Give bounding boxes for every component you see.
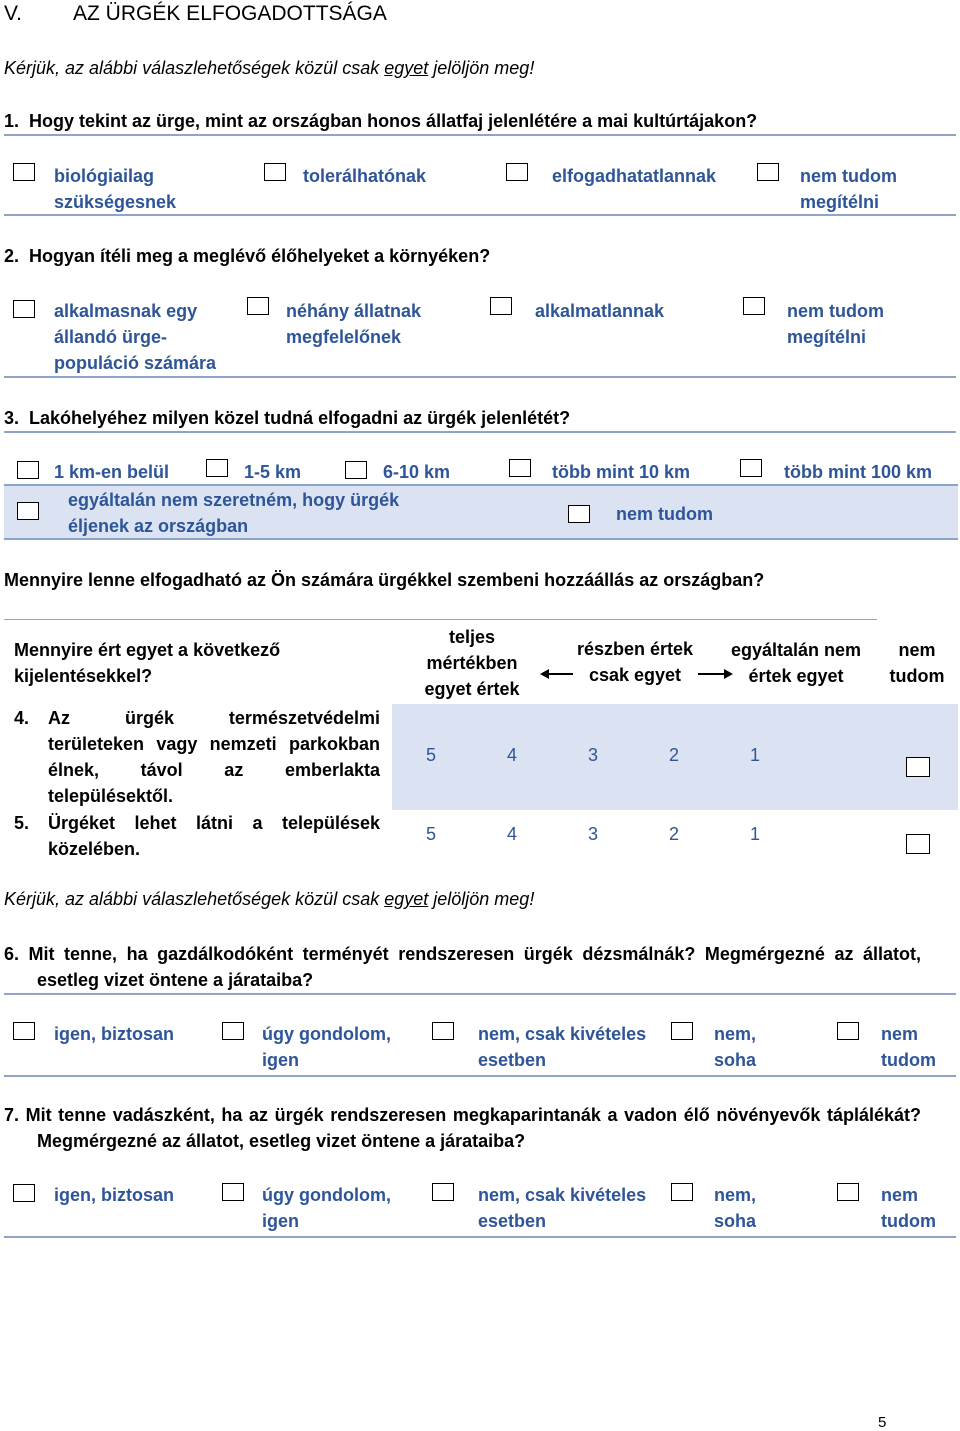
q6-option-4-label: nem, soha — [714, 1024, 757, 1070]
row-4-scale-1[interactable]: 1 — [750, 745, 761, 765]
checkbox-row-5-dontknow[interactable] — [906, 834, 930, 854]
row-5-scale-2[interactable]: 2 — [669, 824, 680, 844]
checkbox-q3-option-dontknow[interactable] — [568, 505, 590, 523]
section-number: V. — [4, 2, 22, 25]
q3-option-1-label: 1 km-en belül — [54, 462, 170, 482]
attitude-question: Mennyire lenne elfogadható az Ön számára ürgékkel szembeni hozzáállás az országban? — [4, 570, 765, 590]
divider — [4, 484, 958, 486]
scale-header-question: Mennyire ért egyet a következő kijelentésekkel? — [14, 640, 281, 686]
question-2: 2. Hogyan ítéli meg a meglévő élőhelyeket a környéken? — [4, 246, 491, 266]
checkbox-q2-option-1[interactable] — [13, 300, 35, 318]
q7-option-1-label: igen, biztosan — [54, 1185, 175, 1205]
checkbox-q7-option-4[interactable] — [671, 1183, 693, 1201]
row-5-text: Ürgéket lehet látni a települések közelében. — [48, 813, 380, 859]
row-5-scale-5[interactable]: 5 — [426, 824, 437, 844]
checkbox-q3-option-1[interactable] — [17, 461, 39, 479]
instruction-text-2: Kérjük, az alábbi válaszlehetőségek közül csak egyet jelöljön meg! — [4, 889, 535, 909]
q6-option-3-label: nem, csak kivételes esetben — [478, 1024, 647, 1070]
instruction-text: Kérjük, az alábbi válaszlehetőségek közül csak egyet jelöljön meg! — [4, 58, 535, 78]
q3-option-dontknow-label: nem tudom — [616, 504, 713, 524]
q6-option-1-label: igen, biztosan — [54, 1024, 175, 1044]
q2-option-3-label: alkalmatlannak — [535, 301, 665, 321]
checkbox-q7-option-2[interactable] — [222, 1183, 244, 1201]
checkbox-q3-option-4[interactable] — [509, 459, 531, 477]
checkbox-q3-option-5[interactable] — [740, 459, 762, 477]
checkbox-q1-option-4[interactable] — [757, 163, 779, 181]
q6-option-5-label: nem tudom — [881, 1024, 936, 1070]
question-6: 6. Mit tenne, ha gazdálkodóként terményét rendszeresen ürgék dézsmálnák? Megmérgezné az állatot, esetleg vizet öntene a járataiba? — [4, 944, 921, 990]
arrow-left-icon — [540, 666, 574, 682]
q7-option-4-label: nem, soha — [714, 1185, 757, 1231]
checkbox-q2-option-4[interactable] — [743, 297, 765, 315]
scale-header-partial: részben értek csak egyet — [576, 639, 694, 685]
scale-header-full: teljes mértékben egyet értek — [424, 627, 520, 699]
divider — [4, 993, 956, 995]
row-5-scale-3[interactable]: 3 — [588, 824, 599, 844]
divider — [4, 619, 877, 620]
row-4-scale-4[interactable]: 4 — [507, 745, 518, 765]
q2-option-1-label: alkalmasnak egy állandó ürge-populáció számára — [54, 301, 217, 373]
checkbox-q1-option-1[interactable] — [13, 163, 35, 181]
row-4-number: 4. — [14, 708, 30, 728]
divider — [4, 134, 956, 136]
checkbox-q7-option-5[interactable] — [837, 1183, 859, 1201]
divider — [4, 1236, 956, 1238]
checkbox-q2-option-3[interactable] — [490, 297, 512, 315]
q3-option-4-label: több mint 10 km — [552, 462, 691, 482]
checkbox-q7-option-3[interactable] — [432, 1183, 454, 1201]
question-7: 7. Mit tenne vadászként, ha az ürgék rendszeresen megkaparintanák a vadon élő növényevők táplálékát? Megmérgezné az állatot, esetleg vizet öntene a járataiba? — [4, 1105, 921, 1151]
section-title: AZ ÜRGÉK ELFOGADOTTSÁGA — [73, 2, 387, 25]
row-4-scale-5[interactable]: 5 — [426, 745, 437, 765]
q7-option-2-label: úgy gondolom, igen — [262, 1185, 391, 1231]
q1-option-4-label: nem tudom megítélni — [800, 166, 897, 212]
q7-option-5-label: nem tudom — [881, 1185, 936, 1231]
checkbox-row-4-dontknow[interactable] — [906, 757, 930, 777]
q1-option-1-label: biológiailag szükségesnek — [54, 166, 177, 212]
checkbox-q3-option-3[interactable] — [345, 461, 367, 479]
q1-option-3-label: elfogadhatatlannak — [552, 166, 717, 186]
q7-option-3-label: nem, csak kivételes esetben — [478, 1185, 647, 1231]
checkbox-q3-option-never[interactable] — [17, 502, 39, 520]
row-4-scale-3[interactable]: 3 — [588, 745, 599, 765]
row-4-scale-2[interactable]: 2 — [669, 745, 680, 765]
checkbox-q6-option-3[interactable] — [432, 1022, 454, 1040]
checkbox-q6-option-2[interactable] — [222, 1022, 244, 1040]
checkbox-q1-option-2[interactable] — [264, 163, 286, 181]
q2-option-4-label: nem tudom megítélni — [787, 301, 884, 347]
row-5-number: 5. — [14, 813, 30, 833]
row-5-scale-4[interactable]: 4 — [507, 824, 518, 844]
checkbox-q1-option-3[interactable] — [506, 163, 528, 181]
divider — [4, 431, 956, 433]
checkbox-q7-option-1[interactable] — [13, 1184, 35, 1202]
q3-option-2-label: 1-5 km — [244, 462, 302, 482]
q6-option-2-label: úgy gondolom, igen — [262, 1024, 391, 1070]
divider — [4, 1075, 956, 1077]
divider — [4, 214, 956, 216]
arrow-right-icon — [698, 666, 734, 682]
checkbox-q6-option-4[interactable] — [671, 1022, 693, 1040]
row-5-scale-1[interactable]: 1 — [750, 824, 761, 844]
q3-option-5-label: több mint 100 km — [784, 462, 933, 482]
checkbox-q2-option-2[interactable] — [247, 297, 269, 315]
question-3: 3. Lakóhelyéhez milyen közel tudná elfogadni az ürgék jelenlétét? — [4, 408, 571, 428]
q1-option-2-label: tolerálhatónak — [303, 166, 427, 186]
q2-option-2-label: néhány állatnak megfelelőnek — [286, 301, 422, 347]
scale-header-none: egyáltalán nem értek egyet — [730, 640, 862, 686]
checkbox-q6-option-1[interactable] — [13, 1022, 35, 1040]
scale-header-dontknow: nem tudom — [889, 640, 945, 686]
checkbox-q6-option-5[interactable] — [837, 1022, 859, 1040]
row-4-text: Az ürgék természetvédelmi területeken vagy nemzeti parkokban élnek, távol az emberlakta településektől. — [48, 708, 380, 806]
question-1: 1. Hogy tekint az ürge, mint az országban honos állatfaj jelenlétére a mai kultúrtájakon? — [4, 111, 758, 131]
divider — [4, 376, 956, 378]
q3-option-never-label: egyáltalán nem szeretném, hogy ürgék éljenek az országban — [68, 490, 400, 536]
q3-option-3-label: 6-10 km — [383, 462, 451, 482]
checkbox-q3-option-2[interactable] — [206, 459, 228, 477]
page-number: 5 — [878, 1414, 887, 1431]
